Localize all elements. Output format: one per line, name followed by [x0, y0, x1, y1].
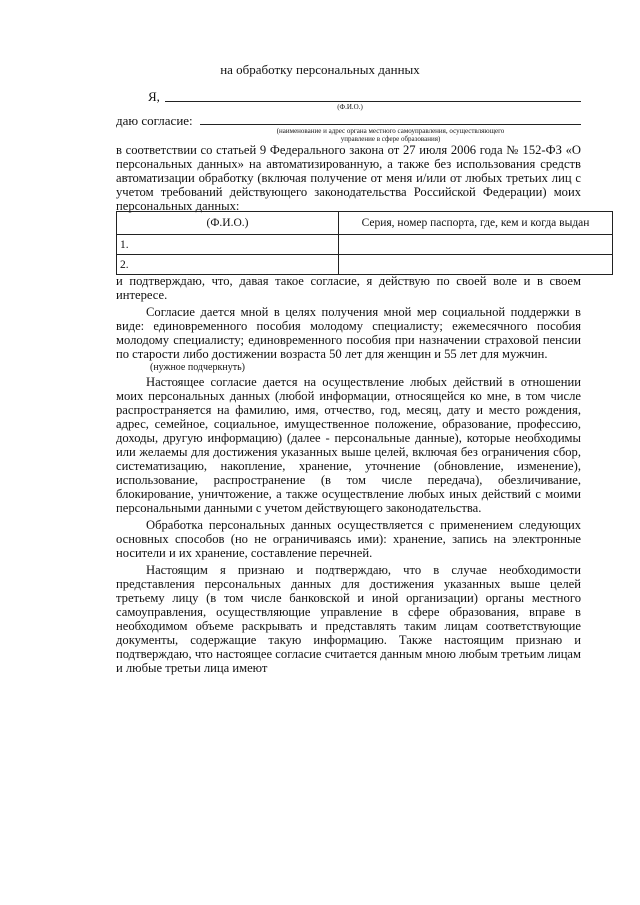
- table-header-row: [117, 212, 613, 235]
- table-cell-fio: 2.: [117, 255, 339, 275]
- paragraph-methods: Обработка персональных данных осуществляется с применением следующих основных способов (но не ограничиваясь ими): хранение, запись на электронные носители и их хранение, составление перечней.: [116, 518, 581, 560]
- i-label: Я,: [148, 89, 160, 104]
- paragraph-third-parties: Настоящим я признаю и подтверждаю, что в случае необходимости представления персональных данных для достижения указанных выше целей третьему лицу (в том числе банковской и иной организации) органы местного самоуправления, осуществляющие управление в сфере образования, вправе в необходимом объеме раскрывать и представлять таким лицам соответствующие документы, содержащие такую информацию. Также настоящим признаю и подтверждаю, что настоящее согласие считается данным мною любым третьим лицам и любые третьи лица имеют: [116, 563, 581, 675]
- table-cell-fio: 1.: [117, 235, 339, 255]
- paragraph-purpose: Согласие дается мной в целях получения мной мер социальной поддержки в виде: единовременного пособия молодому специалисту; ежемесячного пособия молодому специалисту; единовременного пособия при назначении страховой пенсии по старости либо достижении возраста 50 лет для женщин и 55 лет для мужчин.: [116, 305, 581, 361]
- table-row: [117, 235, 613, 255]
- personal-data-table: [116, 211, 613, 275]
- paragraph-voluntary: и подтверждаю, что, давая такое согласие, я действую по своей воле и в своем интересе.: [116, 274, 581, 302]
- underline-note: (нужное подчеркнуть): [150, 362, 245, 373]
- org-line: [200, 124, 581, 125]
- table-cell-passport: [339, 255, 613, 275]
- org-hint: [200, 127, 581, 143]
- org-hint-line-1: (наименование и адрес органа местного самоуправления, осуществляющего: [276, 127, 505, 135]
- org-hint-line-2: управление в сфере образования): [340, 135, 441, 143]
- fio-hint: (Ф.И.О.): [337, 103, 363, 111]
- table-header-passport: Серия, номер паспорта, где, кем и когда выдан: [339, 212, 613, 235]
- fio-line: [165, 101, 581, 102]
- table-cell-passport: [339, 235, 613, 255]
- table-row: [117, 255, 613, 275]
- document-title: на обработку персональных данных: [220, 62, 420, 77]
- paragraph-actions: Настоящее согласие дается на осуществление любых действий в отношении моих персональных данных (любой информации, относящейся ко мне, в том числе распространяется на фамилию, имя, отчество, год, месяц, дату и место рождения, адрес, семейное, социальное, имущественное положение, образование, профессию, доходы, другую информацию) (далее - персональные данные), которые необходимы или желаемы для достижения указанных выше целей, включая без ограничения сбор, систематизацию, накопление, хранение, уточнение (обновление, изменение), использование, распространение (в том числе передача), обезличивание, блокирование, уничтожение, а также осуществление любых иных действий с моими персональными данными с учетом действующего законодательства.: [116, 375, 581, 515]
- paragraph-law-reference: в соответствии со статьей 9 Федерального закона от 27 июля 2006 года № 152-ФЗ «О персональных данных» на автоматизированную, а также без использования средств автоматизации обработку (включая получение от меня и/или от любых третьих лиц с учетом требований действующего законодательства Российской Федерации) моих персональных данных:: [116, 143, 581, 213]
- consent-label: даю согласие:: [116, 113, 193, 128]
- table-header-fio: (Ф.И.О.): [117, 212, 339, 235]
- paragraph-body: [116, 274, 581, 675]
